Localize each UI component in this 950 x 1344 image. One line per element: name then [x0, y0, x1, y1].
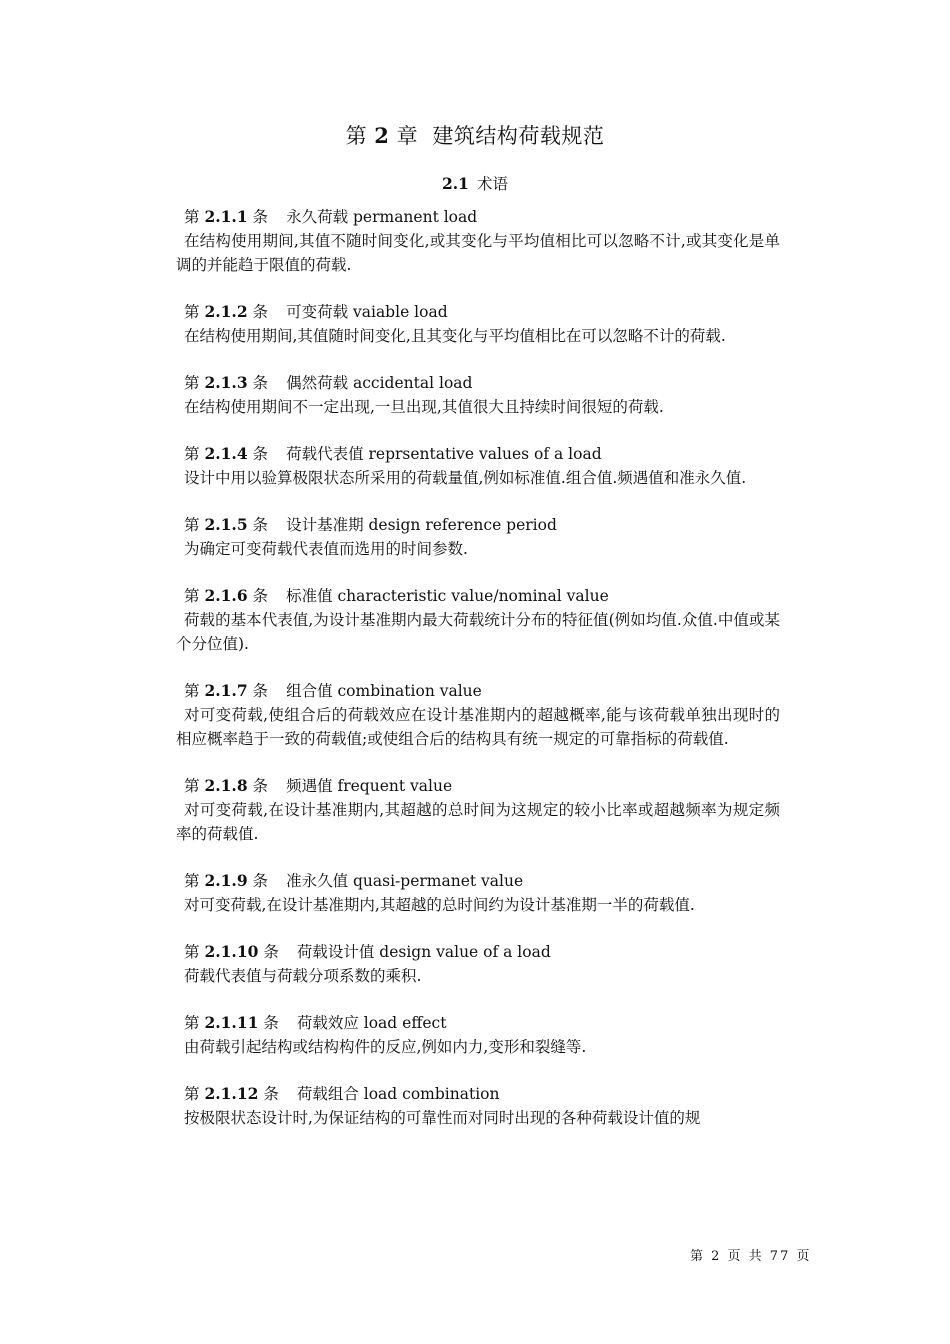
clause-term: 荷载代表值 reprsentative values of a load	[286, 445, 602, 463]
section-number: 2.1	[442, 174, 469, 193]
clause-suffix: 条	[252, 587, 269, 605]
clause	[176, 940, 780, 988]
clause-term: 准永久值 quasi-permanet value	[286, 872, 524, 890]
clause-body: 荷载代表值与荷载分项系数的乘积.	[184, 967, 422, 985]
clause-list	[176, 205, 780, 1153]
section-title	[0, 173, 950, 195]
page-footer: 第 2 页 共 77 页	[690, 1249, 812, 1264]
clause-body: 按极限状态设计时,为保证结构的可靠性而对同时出现的各种荷载设计值的规	[184, 1109, 701, 1127]
clause-term: 荷载设计值 design value of a load	[296, 943, 551, 961]
clause-term: 设计基准期 design reference period	[286, 516, 557, 534]
clause-body: 对可变荷载,使组合后的荷载效应在设计基准期内的超越概率,能与该荷载单独出现时的相应概率趋于一致的荷载值;或使组合后的结构具有统一规定的可靠指标的荷载值.	[176, 706, 780, 748]
clause-heading	[176, 679, 780, 703]
chapter-title	[0, 122, 950, 150]
clause-prefix: 第	[184, 516, 200, 534]
clause	[176, 679, 780, 751]
clause-prefix: 第	[184, 445, 200, 463]
clause-heading	[176, 940, 780, 964]
clause-heading	[176, 513, 780, 537]
clause	[176, 1082, 780, 1130]
clause-number: 2.1.4	[204, 444, 248, 463]
clause-prefix: 第	[184, 682, 200, 700]
clause	[176, 371, 780, 419]
clause-term: 组合值 combination value	[286, 682, 482, 700]
clause-suffix: 条	[252, 777, 269, 795]
clause	[176, 513, 780, 561]
clause	[176, 774, 780, 846]
clause	[176, 869, 780, 917]
clause-body: 由荷载引起结构或结构构件的反应,例如内力,变形和裂缝等.	[184, 1038, 587, 1056]
clause-term: 荷载组合 load combination	[296, 1085, 500, 1103]
clause-suffix: 条	[252, 208, 269, 226]
clause-suffix: 条	[252, 303, 269, 321]
clause-suffix: 条	[252, 872, 269, 890]
clause-number: 2.1.12	[204, 1084, 259, 1103]
clause-prefix: 第	[184, 374, 200, 392]
clause-number: 2.1.7	[204, 681, 248, 700]
clause-prefix: 第	[184, 1014, 200, 1032]
clause-number: 2.1.3	[204, 373, 248, 392]
clause-term: 频遇值 frequent value	[286, 777, 453, 795]
chapter-suffix: 章	[396, 124, 419, 148]
clause-body: 在结构使用期间不一定出现,一旦出现,其值很大且持续时间很短的荷载.	[184, 398, 664, 416]
clause-body: 在结构使用期间,其值不随时间变化,或其变化与平均值相比可以忽略不计,或其变化是单调的并能趋于限值的荷载.	[176, 232, 780, 274]
clause-body: 设计中用以验算极限状态所采用的荷载量值,例如标准值.组合值.频遇值和准永久值.	[184, 469, 747, 487]
clause-number: 2.1.8	[204, 776, 248, 795]
chapter-number: 2	[374, 123, 390, 148]
clause-prefix: 第	[184, 303, 200, 321]
clause-suffix: 条	[252, 374, 269, 392]
clause-suffix: 条	[252, 516, 269, 534]
clause-heading	[176, 300, 780, 324]
clause-body: 对可变荷载,在设计基准期内,其超越的总时间约为设计基准期一半的荷载值.	[184, 896, 695, 914]
clause	[176, 300, 780, 348]
clause-prefix: 第	[184, 587, 200, 605]
clause-suffix: 条	[263, 1014, 279, 1032]
clause-body: 荷载的基本代表值,为设计基准期内最大荷载统计分布的特征值(例如均值.众值.中值或某个分位值).	[176, 611, 780, 653]
clause-term: 荷载效应 load effect	[296, 1014, 447, 1032]
clause	[176, 1011, 780, 1059]
clause-number: 2.1.5	[204, 515, 248, 534]
clause-heading	[176, 205, 780, 229]
clause	[176, 205, 780, 277]
clause-heading	[176, 774, 780, 798]
clause	[176, 584, 780, 656]
clause-suffix: 条	[252, 682, 269, 700]
clause-prefix: 第	[184, 1085, 200, 1103]
clause	[176, 442, 780, 490]
clause-heading	[176, 1011, 780, 1035]
clause-prefix: 第	[184, 872, 200, 890]
clause-number: 2.1.10	[204, 942, 259, 961]
clause-number: 2.1.11	[204, 1013, 259, 1032]
clause-heading	[176, 442, 780, 466]
clause-body: 在结构使用期间,其值随时间变化,且其变化与平均值相比在可以忽略不计的荷载.	[184, 327, 726, 345]
section-name: 术语	[476, 175, 508, 193]
clause-term: 偶然荷载 accidental load	[286, 374, 473, 392]
clause-number: 2.1.9	[204, 871, 248, 890]
clause-prefix: 第	[184, 777, 200, 795]
clause-number: 2.1.6	[204, 586, 248, 605]
clause-suffix: 条	[263, 943, 279, 961]
clause-prefix: 第	[184, 943, 200, 961]
clause-prefix: 第	[184, 208, 200, 226]
clause-heading	[176, 869, 780, 893]
clause-body: 对可变荷载,在设计基准期内,其超越的总时间为这规定的较小比率或超越频率为规定频率的荷载值.	[176, 801, 780, 843]
chapter-name: 建筑结构荷载规范	[432, 124, 605, 148]
clause-number: 2.1.1	[204, 207, 248, 226]
clause-suffix: 条	[252, 445, 269, 463]
clause-term: 可变荷载 vaiable load	[286, 303, 448, 321]
clause-heading	[176, 371, 780, 395]
clause-heading	[176, 584, 780, 608]
clause-number: 2.1.2	[204, 302, 248, 321]
clause-suffix: 条	[263, 1085, 279, 1103]
chapter-prefix: 第	[345, 124, 368, 148]
clause-body: 为确定可变荷载代表值而选用的时间参数.	[184, 540, 468, 558]
clause-term: 标准值 characteristic value/nominal value	[286, 587, 609, 605]
clause-term: 永久荷载 permanent load	[286, 208, 478, 226]
clause-heading	[176, 1082, 780, 1106]
